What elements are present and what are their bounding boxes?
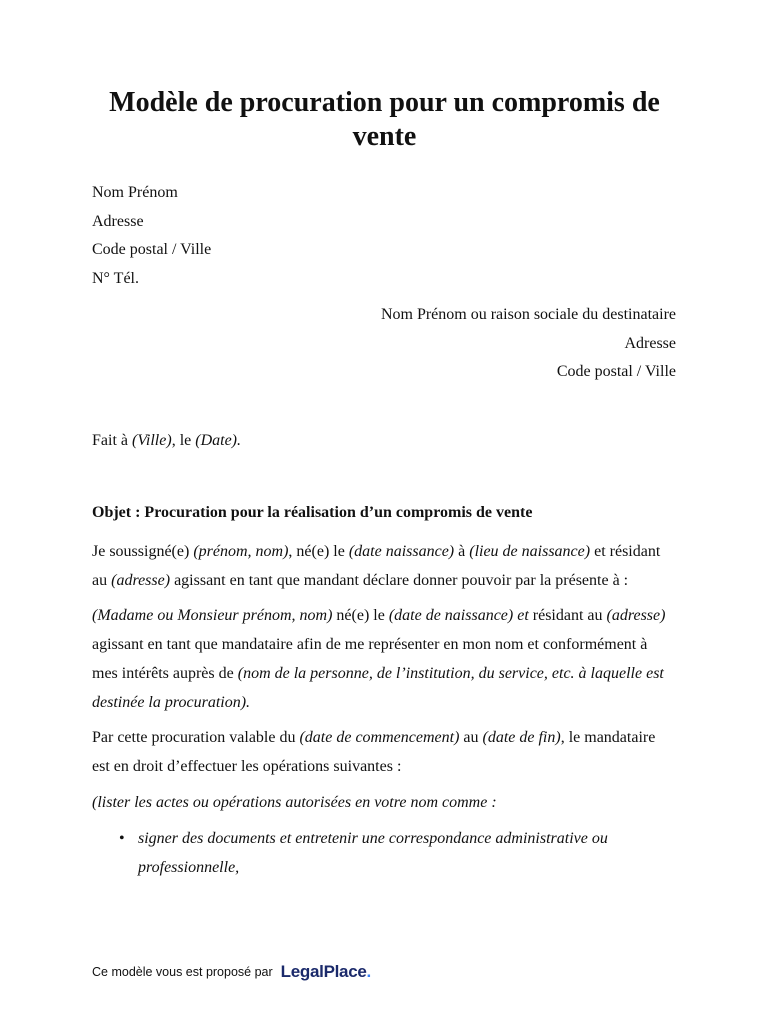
recipient-city: Code postal / Ville xyxy=(556,363,676,381)
letter-body xyxy=(92,538,677,883)
footer-text: Ce modèle vous est proposé par xyxy=(92,965,273,979)
list-item: • signer des documents et entretenir une correspondance administrative ou professionnelle, xyxy=(92,825,677,882)
sender-phone: N° Tél. xyxy=(92,270,139,288)
recipient-block xyxy=(381,301,676,387)
object-line: Objet : Procuration pour la réalisation d’un compromis de vente xyxy=(92,504,533,521)
operations-list xyxy=(92,825,677,882)
sender-name: Nom Prénom xyxy=(92,184,178,201)
paragraph-list-intro: (lister les actes ou opérations autorisées en votre nom comme : xyxy=(92,793,497,811)
sender-block xyxy=(92,179,211,294)
recipient-address: Adresse xyxy=(624,334,676,352)
date-placeholder: (Date). xyxy=(195,432,241,449)
footer-branding xyxy=(92,958,371,986)
bullet-icon: • xyxy=(119,830,125,848)
date-line: Fait à (Ville), le (Date). xyxy=(92,432,241,449)
paragraph-mandant: Je soussigné(e) (prénom, nom), né(e) le (date naissance) à (lieu de naissance) et résidant au (adresse) agissant en tant que mandant déclare donner pouvoir par la présente à : xyxy=(92,543,661,589)
sender-city: Code postal / Ville xyxy=(92,241,212,259)
document-title: Modèle de procuration pour un compromis de vente xyxy=(109,87,660,152)
sender-address: Adresse xyxy=(92,212,144,230)
legalplace-logo[interactable]: LegalPlace. xyxy=(280,962,371,981)
paragraph-validity: Par cette procuration valable du (date de commencement) au (date de fin), le mandataire est en droit d’effectuer les opérations suivantes : xyxy=(92,729,656,775)
city-placeholder: (Ville) xyxy=(132,432,172,449)
paragraph-mandataire: (Madame ou Monsieur prénom, nom) né(e) le (date de naissance) et résidant au (adresse) agissant en tant que mandataire afin de me représenter en mon nom et conformément à mes intérêts auprès de (nom de la personne, de l’institution, du service, etc. à laquelle est destinée la procuration). xyxy=(92,607,666,711)
recipient-name: Nom Prénom ou raison sociale du destinataire xyxy=(380,306,676,323)
